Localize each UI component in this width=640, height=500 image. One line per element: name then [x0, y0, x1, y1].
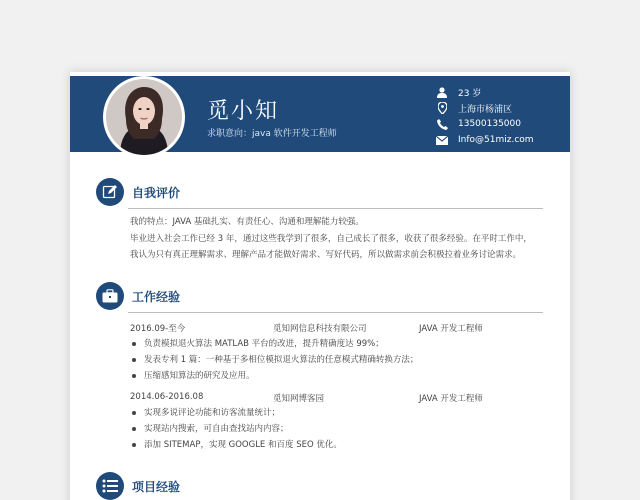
job-company: 觅知网信息科技有限公司	[273, 324, 367, 334]
section-self-eval-title: 自我评价	[132, 185, 181, 200]
contact-email	[436, 132, 534, 148]
job-bullet: 发表专利 1 篇：一种基于多相位模拟退火算法的任意模式精确转换方法；	[130, 352, 550, 368]
contact-location	[436, 100, 534, 116]
job-bullet: 添加 SITEMAP，实现 GOOGLE 和百度 SEO 优化。	[130, 437, 550, 453]
self-eval-text	[130, 214, 550, 264]
email-icon	[436, 134, 448, 146]
self-eval-line: 我的特点：JAVA 基础扎实、有责任心、沟通和理解能力较强。	[130, 217, 364, 227]
resume-sheet	[70, 72, 570, 500]
job-header-row	[130, 322, 550, 336]
person-icon	[436, 86, 448, 98]
section-divider	[128, 208, 543, 209]
job-bullets	[130, 405, 550, 453]
location-pin-icon	[436, 102, 448, 114]
phone-icon	[436, 118, 448, 130]
section-work-header	[96, 282, 180, 310]
contact-list	[436, 84, 534, 148]
section-self-eval-header	[96, 178, 180, 206]
section-projects-header	[96, 472, 180, 500]
job-company: 觅知网博客园	[273, 394, 325, 404]
avatar-photo	[106, 79, 182, 155]
job-role: JAVA 开发工程师	[419, 324, 483, 334]
contact-phone-text: 13500135000	[458, 119, 521, 129]
job-bullet: 负责模拟退火算法 MATLAB 平台的改进，提升精确度达 99%；	[130, 336, 550, 352]
job-header-row	[130, 392, 550, 406]
job-bullet: 实现多说评论功能和访客流量统计；	[130, 405, 550, 421]
self-eval-line: 毕业进入社会工作已经 3 年，通过这些我学到了很多，自己成长了很多，收获了很多经验。在平时工作中，	[130, 233, 532, 244]
job-bullets	[130, 336, 550, 384]
contact-email-text: Info@51miz.com	[458, 135, 534, 145]
section-divider	[128, 312, 543, 313]
job-role: JAVA 开发工程师	[419, 394, 483, 404]
section-projects-title: 项目经验	[132, 479, 181, 494]
job-bullet: 实现站内搜索，可自由查找站内内容；	[130, 421, 550, 437]
contact-location-text: 上海市杨浦区	[458, 104, 513, 115]
job-period: 2016.09-至今	[130, 324, 186, 334]
list-icon	[96, 472, 124, 500]
briefcase-icon	[96, 282, 124, 310]
avatar	[103, 76, 185, 158]
section-work-title: 工作经验	[132, 289, 181, 304]
contact-age	[436, 84, 534, 100]
contact-age-text: 23 岁	[458, 88, 482, 99]
job-bullet: 压缩感知算法的研究及应用。	[130, 368, 550, 384]
edit-icon	[96, 178, 124, 206]
self-eval-line: 我认为只有真正理解需求、理解产品才能做好需求、写好代码，所以做需求前会积极拉着业务讨论需求。	[130, 250, 522, 260]
candidate-name: 觅小知	[207, 99, 280, 124]
job-period: 2014.06-2016.08	[130, 392, 204, 402]
contact-phone	[436, 116, 534, 132]
job-intent: 求职意向：java 软件开发工程师	[207, 129, 337, 139]
